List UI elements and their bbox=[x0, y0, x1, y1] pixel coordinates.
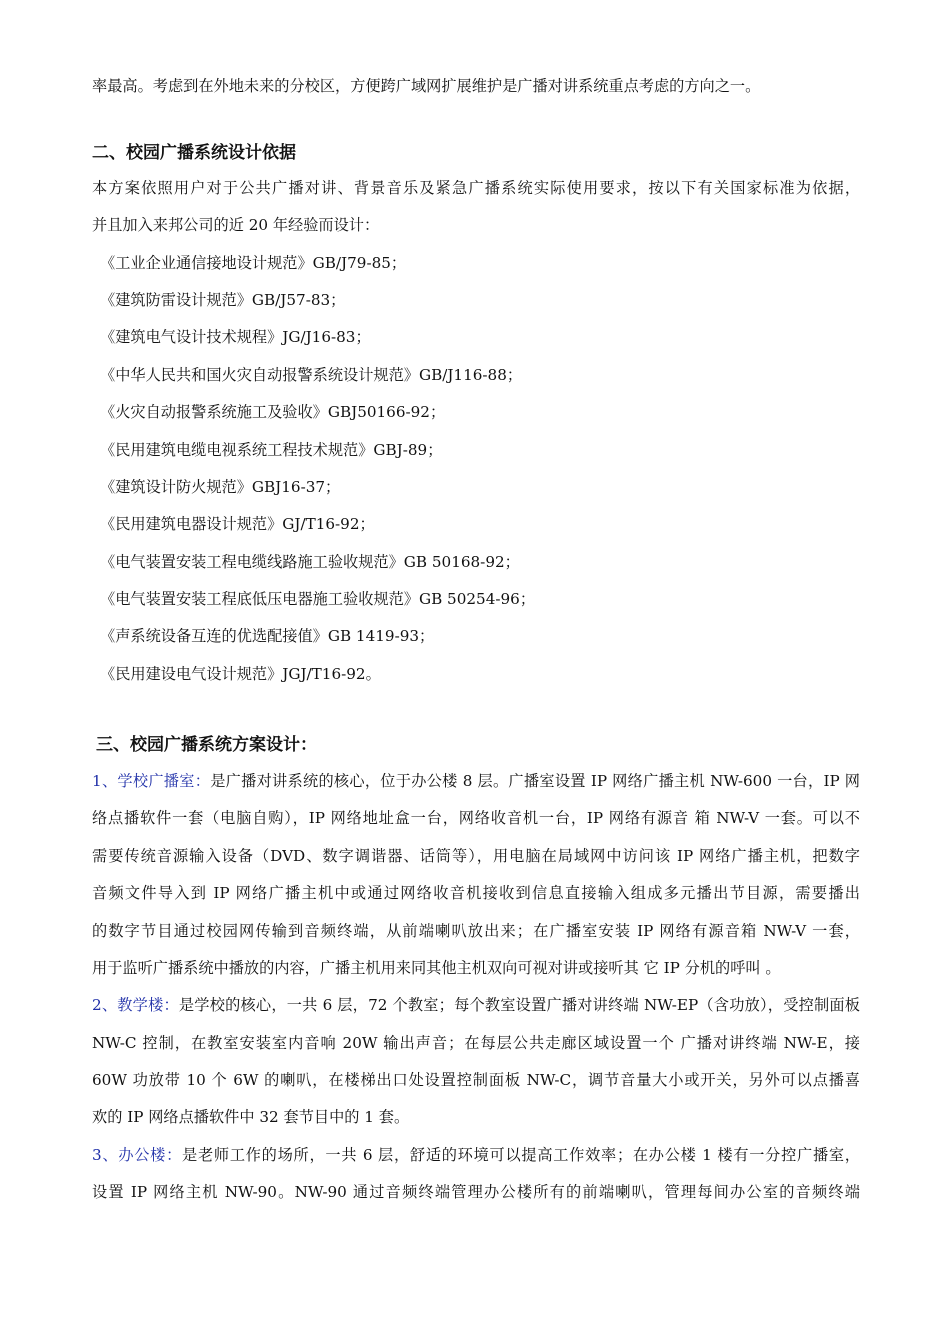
item-2-label: 2、教学楼： bbox=[92, 996, 179, 1014]
standard-item: 《声系统设备互连的优选配接值》GB 1419-93； bbox=[100, 627, 435, 645]
section-3-heading: 三、校园广播系统方案设计： bbox=[96, 735, 317, 755]
standard-item: 《中华人民共和国火灾自动报警系统设计规范》GB/J116-88； bbox=[100, 366, 523, 384]
item-3-label: 3、办公楼： bbox=[92, 1146, 183, 1164]
item-3-text: 是老师工作的场所，一共 6 层，舒适的环境可以提高工作效率；在办公楼 1 楼有一分控广播室， bbox=[182, 1146, 860, 1164]
item-1-line: 的数字节目通过校园网传输到音频终端，从前端喇叭放出来；在广播室安装 IP 网络有源音箱 NW-V 一套， bbox=[92, 922, 860, 940]
standard-item: 《建筑设计防火规范》GBJ16-37； bbox=[100, 478, 341, 496]
item-3-line: 设置 IP 网络主机 NW-90。NW-90 通过音频终端管理办公楼所有的前端喇叭，管理每间办公室的音频终端 bbox=[92, 1183, 860, 1201]
item-2-line: 欢的 IP 网络点播软件中 32 套节目中的 1 套。 bbox=[92, 1108, 410, 1126]
item-3-line bbox=[92, 1145, 860, 1165]
standard-item: 《建筑防雷设计规范》GB/J57-83； bbox=[100, 291, 346, 309]
standard-item: 《火灾自动报警系统施工及验收》GBJ50166-92； bbox=[100, 403, 446, 421]
standard-item: 《民用建筑电器设计规范》GJ/T16-92； bbox=[100, 515, 375, 533]
standard-item: 《民用建设电气设计规范》JGJ/T16-92。 bbox=[100, 665, 381, 683]
standard-item: 《民用建筑电缆电视系统工程技术规范》GBJ-89； bbox=[100, 441, 443, 459]
item-2-line: 60W 功放带 10 个 6W 的喇叭，在楼梯出口处设置控制面板 NW-C，调节音量大小或开关，另外可以点播喜 bbox=[92, 1071, 860, 1089]
section-2-heading: 二、校园广播系统设计依据 bbox=[92, 143, 296, 163]
section-2-paragraph-line: 并且加入来邦公司的近 20 年经验而设计： bbox=[92, 216, 380, 234]
section-2-paragraph-line: 本方案依照用户对于公共广播对讲、背景音乐及紧急广播系统实际使用要求，按以下有关国家标准为依据， bbox=[92, 179, 860, 197]
intro-line: 率最高。考虑到在外地未来的分校区，方便跨广域网扩展维护是广播对讲系统重点考虑的方向之一。 bbox=[92, 77, 761, 95]
item-1-line: 用于监听广播系统中播放的内容，广播主机用来同其他主机双向可视对讲或接听其 它 IP 分机的呼叫 。 bbox=[92, 959, 781, 977]
item-1-line: 需要传统音源输入设备（DVD、数字调谐器、话筒等），用电脑在局域网中访问该 IP 网络广播主机，把数字 bbox=[92, 847, 860, 865]
item-1-text: 是广播对讲系统的核心，位于办公楼 8 层。广播室设置 IP 网络广播主机 NW-600 一台，IP 网 bbox=[210, 772, 860, 790]
item-2-text: 是学校的核心，一共 6 层，72 个教室；每个教室设置广播对讲终端 NW-EP（含功放），受控制面板 bbox=[178, 996, 860, 1014]
item-2-line bbox=[92, 995, 860, 1015]
standard-item: 《电气装置安装工程底低压电器施工验收规范》GB 50254-96； bbox=[100, 590, 536, 608]
item-1-label: 1、学校广播室： bbox=[92, 772, 211, 790]
item-1-line: 络点播软件一套（电脑自购），IP 网络地址盒一台，网络收音机一台，IP 网络有源音 箱 NW-V 一套。可以不 bbox=[92, 809, 860, 827]
item-1-line bbox=[92, 771, 860, 791]
standard-item: 《建筑电气设计技术规程》JG/J16-83； bbox=[100, 328, 371, 346]
standard-item: 《工业企业通信接地设计规范》GB/J79-85； bbox=[100, 254, 407, 272]
item-2-line: NW-C 控制，在教室安装室内音响 20W 输出声音；在每层公共走廊区域设置一个 广播对讲终端 NW-E，接 bbox=[92, 1034, 860, 1052]
standard-item: 《电气装置安装工程电缆线路施工验收规范》GB 50168-92； bbox=[100, 553, 520, 571]
item-1-line: 音频文件导入到 IP 网络广播主机中或通过网络收音机接收到信息直接输入组成多元播出节目源，需要播出 bbox=[92, 884, 860, 902]
